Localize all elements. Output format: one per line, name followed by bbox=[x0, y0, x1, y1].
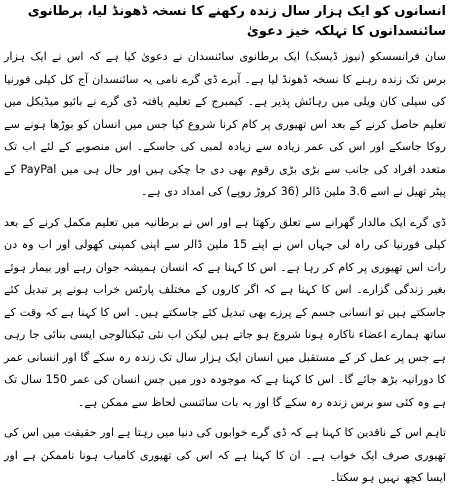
article-paragraph: ڈی گرے ایک مالدار گھرانے سے تعلق رکھتا ہے اور اس نے برطانیہ میں تعلیم مکمل کرنے کے بعد کیلی فورنیا کی راہ لی جہاں اس نے اپنے 15 ملین ڈالر سے اپنی کمپنی کھولی اور اب وہ دن رات اس تھیوری پر کام کر رہا ہے۔ اس کا کہنا ہے کہ انسان ہمیشہ جوان رہے اور بیمار ہوئے بغیر زندگی گزارے۔ اس کا کہنا ہے کہ اگر کاروں کے مختلف پارٹس خراب ہونے پر تبدیل کئے جاسکتے ہیں تو انسانی جسم کے پرزے بھی تبدیل کئے جاسکتے ہیں۔ اس کا کہنا ہے کہ وقت کے ساتھ ہمارے اعضاء ناکارہ ہونا شروع ہو جاتے ہیں لیکن اب نئی ٹیکنالوجی ایسی بنائی جا رہی ہے جس پر عمل کر کے مستقبل میں انسان ایک ہزار سال تک زندہ رہ سکے گا اور انسانی عمر کا دورانیہ بڑھ جائے گا۔ اس کا کہنا ہے کہ موجودہ دور میں جس انسان کی عمر 150 سال تک ہے وہ کئی سو برس زندہ رہ سکے گا اور یہ بات سائنسی لحاظ سے ممکن ہے۔ bbox=[4, 215, 447, 409]
article-headline: انسانوں کو ایک ہزار سال زندہ رکھنے کا نسخہ ڈھونڈ لیا، برطانوی سائنسدانوں کا تہلکہ خیز دعویٰ bbox=[27, 4, 446, 39]
article bbox=[4, 2, 447, 484]
article-paragraph: سان فرانسسکو (نیوز ڈیسک) ایک برطانوی سائنسدان نے دعویٰ کیا ہے کہ اس نے ایک ہزار برس تک زندہ رہنے کا نسخہ ڈھونڈ لیا ہے۔ آبرے ڈی گرے نامی یہ سائنسدان آج کل کیلی فورنیا کی سیلی کان ویلی میں رہائش پذیر ہے۔ کیمبرج کے تعلیم یافتہ ڈی گرے نے بائیو میڈیکل میں تعلیم حاصل کرنے کے بعد اس تھیوری پر کام کرنا شروع کیا جس میں انسان کو بوڑھا ہونے سے روکا جاسکے اور اس کی عمر زیادہ سے زیادہ لمبی کی جاسکے۔ اس منصوبے کے لئے اب تک متعدد افراد کی جانب سے بڑی بڑی رقوم بھی دی جا چکی ہیں اور حال ہی میں PayPal کے پیٹر تھیل نے اسے 3.6 ملین ڈالر (36 کروڑ روپے) کی امداد دی ہے۔ bbox=[4, 50, 447, 198]
article-paragraph: تاہم اس کے ناقدین کا کہنا ہے کہ ڈی گرے خوابوں کی دنیا میں رہتا ہے اور حقیقت میں اس کی تھیوری صرف ایک خواب ہے۔ ان کا کہنا ہے کہ اس کی تھیوری کامیاب ہونا ناممکن ہے اور ایسا کچھ نہیں ہو سکتا۔ bbox=[4, 426, 446, 484]
